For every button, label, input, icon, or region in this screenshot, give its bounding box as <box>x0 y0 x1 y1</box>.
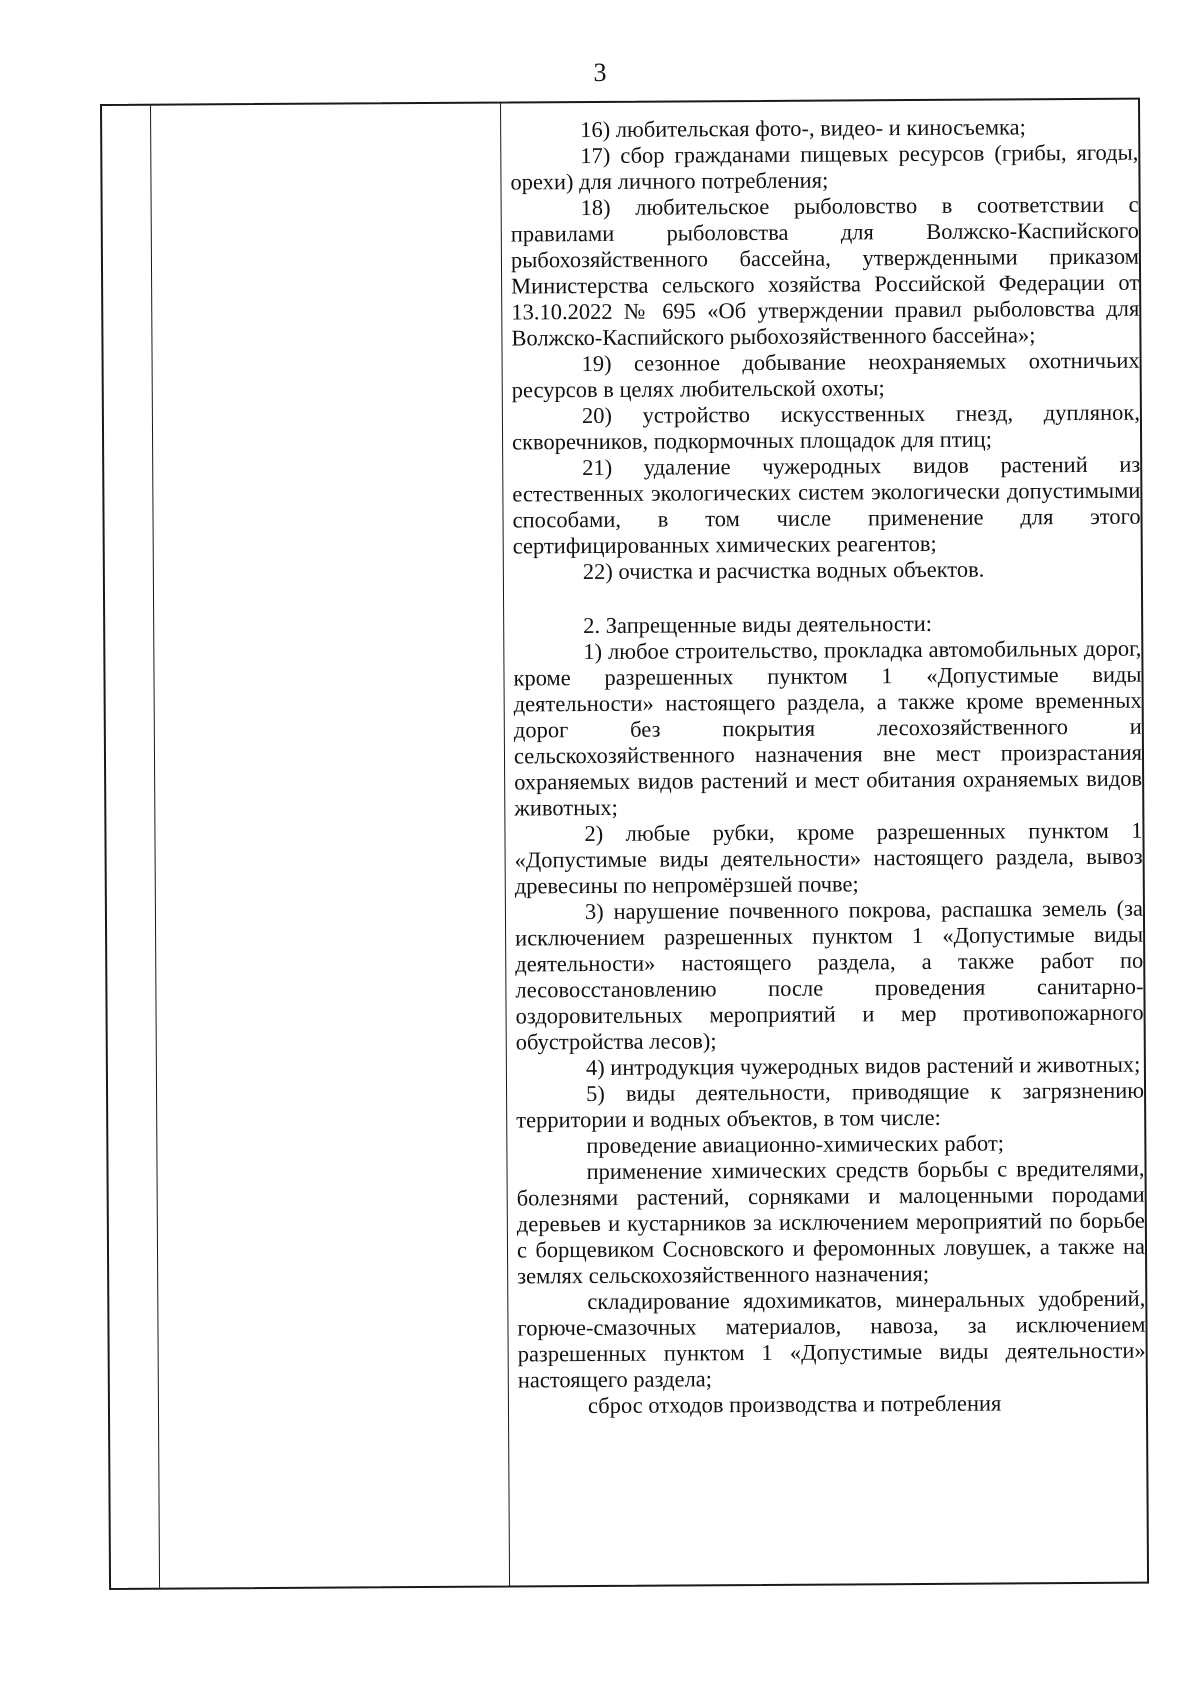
prohibited-subitem-storage: складирование ядохимикатов, минеральных удобрений, горюче-смазочных материалов, навоза, за исключением разрешенных пунктом 1 «Допустимые виды деятельности» настоящего раздела; <box>517 1285 1146 1393</box>
prohibited-item-5: 5) виды деятельности, приводящие к загрязнению территории и водных объектов, в том числе: <box>516 1077 1145 1133</box>
prohibited-item-1: 1) любое строительство, прокладка автомобильных дорог, кроме разрешенных пунктом 1 «Допустимые виды деятельности» настоящего раздела, а также кроме временных дорог без покрытия лесохозяйственного и сельскохозяйственного назначения вне мест произрастания охраняемых видов растений и мест обитания охраняемых видов животных; <box>513 635 1143 821</box>
column-divider-2 <box>500 104 510 1586</box>
section-heading-prohibited: 2. Запрещенные виды деятельности: <box>583 610 933 639</box>
prohibited-subitem-aviation: проведение авиационно-химических работ; <box>586 1130 1005 1159</box>
paragraph-20: 20) устройство искусственных гнезд, дуплянок, скворечников, подкормочных площадок для птиц; <box>511 399 1140 455</box>
content-column <box>510 114 1146 1420</box>
paragraph-16: 16) любительская фото-, видео- и киносъемка; <box>580 114 1026 143</box>
column-divider-1 <box>150 106 160 1588</box>
prohibited-item-3: 3) нарушение почвенного покрова, распашка земель (за исключением разрешенных пунктом 1 «Допустимые виды деятельности» настоящего раздела, а также работ по лесовосстановлению после проведения санитарно-оздоровительных мероприятий и мер противопожарного обустройства лесов); <box>515 895 1144 1055</box>
paragraph-22: 22) очистка и расчистка водных объектов. <box>582 556 985 585</box>
page-number: 3 <box>593 58 607 87</box>
paragraph-18: 18) любительское рыболовство в соответствии с правилами рыболовства для Волжско-Каспийского рыбохозяйственного бассейна, утвержденными приказом Министерства сельского хозяйства Российской Федерации от 13.10.2022 № 695 «Об утверждении правил рыболовства для Волжско-Каспийского рыбохозяйственного бассейна»; <box>510 191 1140 351</box>
prohibited-item-4: 4) интродукция чужеродных видов растений и животных; <box>585 1051 1141 1081</box>
paragraph-21: 21) удаление чужеродных видов растений из естественных экологических систем экологически допустимыми способами, в том числе применение для этого сертифицированных химических реагентов; <box>512 451 1141 559</box>
paragraph-17: 17) сбор гражданами пищевых ресурсов (грибы, ягоды, орехи) для личного потребления; <box>510 139 1139 195</box>
prohibited-subitem-chemicals: применение химических средств борьбы с вредителями, болезнями растений, сорняками и малоценными породами деревьев и кустарников за исключением мероприятий по борьбе с борщевиком Сосновского и феромонных ловушек, а также на землях сельскохозяйственного назначения; <box>516 1155 1146 1289</box>
prohibited-subitem-waste: сброс отходов производства и потребления <box>587 1390 1002 1419</box>
table-frame <box>100 98 1149 1590</box>
paragraph-19: 19) сезонное добывание неохраняемых охотничьих ресурсов в целях любительской охоты; <box>511 347 1140 403</box>
prohibited-item-2: 2) любые рубки, кроме разрешенных пунктом 1 «Допустимые виды деятельности» настоящего раздела, вывоз древесины по непромёрзшей почве; <box>514 817 1143 899</box>
